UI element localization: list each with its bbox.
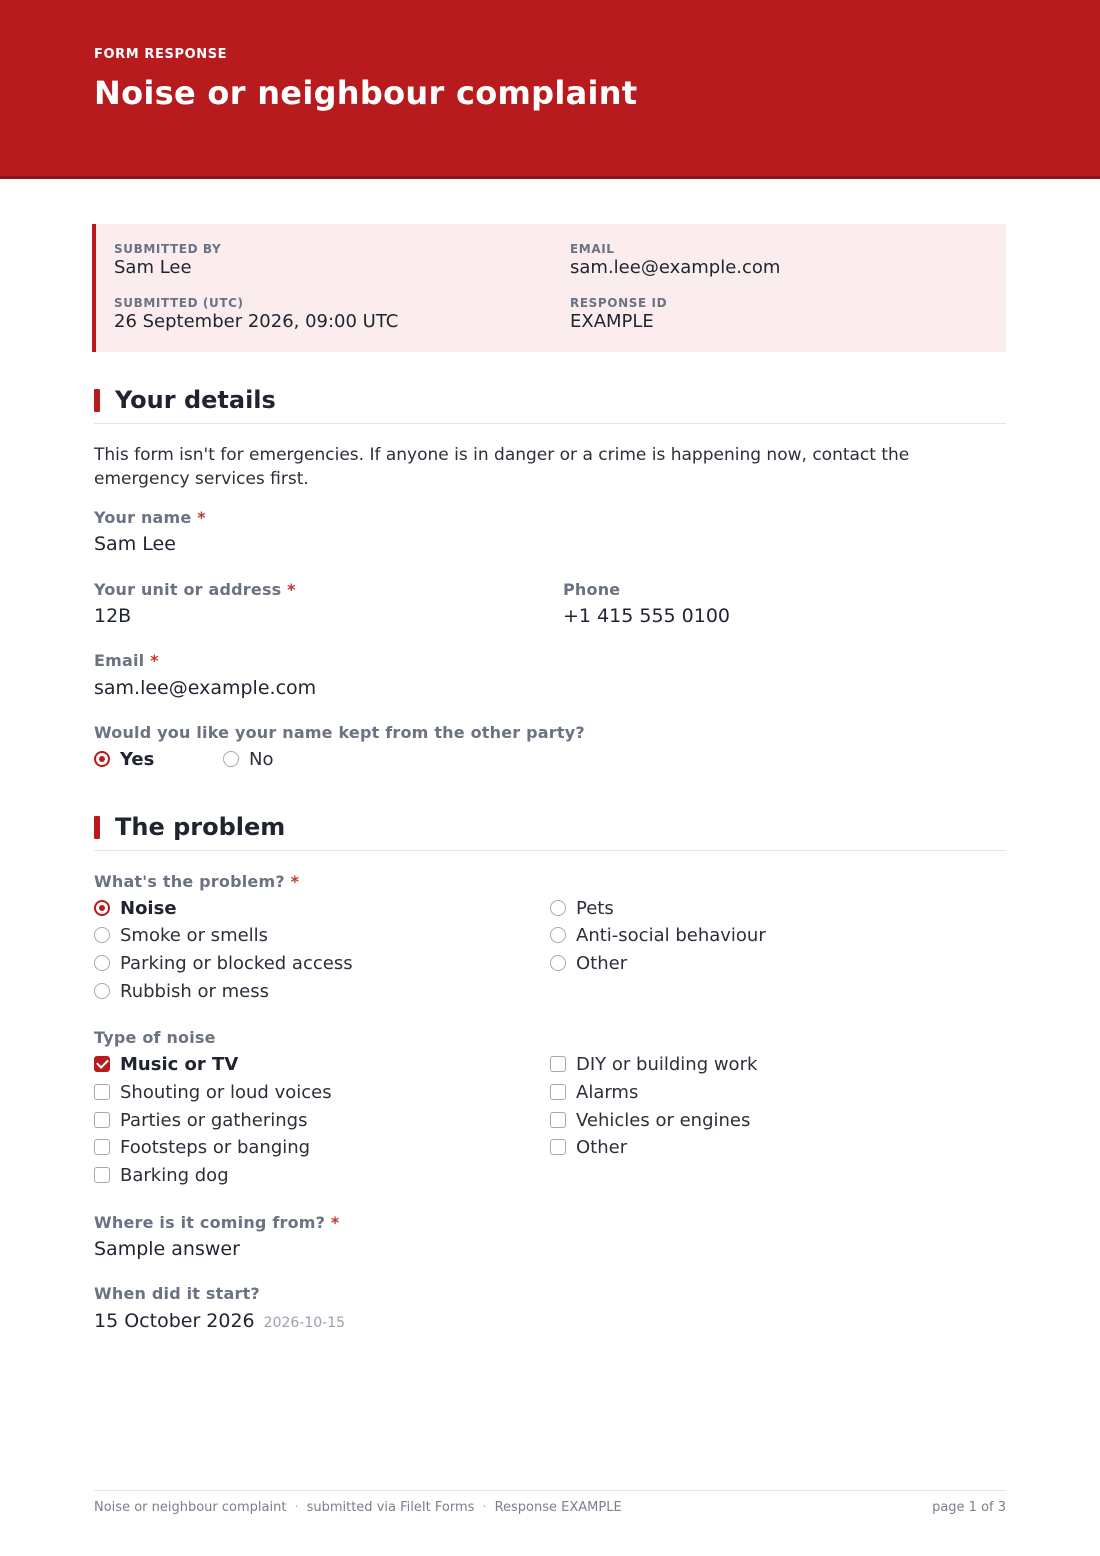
question-label: Your unit or address: [94, 580, 282, 599]
noise-type-other: [550, 1136, 627, 1158]
radio-empty-icon: [94, 983, 110, 999]
anonymity-question: [94, 723, 585, 742]
noise-type-vehicles: [550, 1109, 750, 1131]
source-question: [94, 1213, 340, 1232]
option-label: Smoke or smells: [120, 924, 269, 946]
option-label: DIY or building work: [576, 1053, 758, 1075]
checkbox-empty-icon: [550, 1139, 566, 1155]
option-label: Alarms: [576, 1081, 639, 1103]
question-label: Phone: [563, 580, 621, 599]
section-the-problem: [94, 812, 1006, 851]
form-response-kicker: FORM RESPONSE: [94, 47, 228, 62]
phone-question: [563, 580, 620, 599]
radio-empty-icon: [550, 927, 566, 943]
option-label: Barking dog: [120, 1164, 229, 1186]
section-accent-bar: [94, 816, 100, 839]
question-label: When did it start?: [94, 1284, 260, 1303]
checkbox-checked-icon: [94, 1056, 110, 1072]
radio-empty-icon: [94, 927, 110, 943]
response-id-label: RESPONSE ID: [570, 296, 668, 310]
section-your-details: [94, 385, 1006, 424]
start-date-question: [94, 1284, 260, 1303]
problem-option-parking: [94, 952, 353, 974]
start-date-value: 15 October 2026: [94, 1310, 255, 1332]
noise-type-parties: [94, 1109, 307, 1131]
section-title: Your details: [115, 386, 276, 414]
page-number: page 1 of 3: [932, 1500, 1006, 1515]
submitted-utc-value: 26 September 2026, 09:00 UTC: [114, 311, 399, 332]
response-id-value: EXAMPLE: [570, 311, 654, 332]
phone-answer: +1 415 555 0100: [563, 605, 731, 627]
option-label: Parking or blocked access: [120, 952, 353, 974]
noise-type-barking-dog: [94, 1164, 229, 1186]
footer-response: Response EXAMPLE: [494, 1500, 622, 1515]
noise-type-footsteps: [94, 1136, 310, 1158]
footer-via: submitted via FileIt Forms: [306, 1500, 475, 1515]
question-label: Would you like your name kept from the other party?: [94, 723, 585, 742]
source-answer: Sample answer: [94, 1238, 240, 1260]
submitted-utc: [114, 296, 398, 332]
required-mark: *: [330, 1213, 340, 1232]
option-label: Vehicles or engines: [576, 1109, 751, 1131]
anon-option-no: [223, 748, 273, 770]
question-label: What's the problem?: [94, 872, 285, 891]
required-mark: *: [197, 508, 206, 527]
radio-empty-icon: [94, 955, 110, 971]
submitted-utc-label: SUBMITTED (UTC): [114, 296, 244, 310]
emergency-notice: This form isn't for emergencies. If anyone is in danger or a crime is happening now, contact the emergency services first.: [94, 445, 910, 489]
footer-separator: ·: [294, 1500, 299, 1515]
anon-option-yes: [94, 748, 154, 770]
radio-empty-icon: [550, 955, 566, 971]
noise-type-music-tv: [94, 1053, 238, 1075]
section-accent-bar: [94, 389, 100, 412]
option-label: Anti-social behaviour: [576, 924, 766, 946]
your-name-answer: Sam Lee: [94, 533, 176, 555]
start-date-answer: [94, 1310, 345, 1332]
submission-meta-box: [92, 224, 1006, 352]
your-name-question: [94, 508, 206, 527]
question-label: Type of noise: [94, 1028, 216, 1047]
problem-option-rubbish: [94, 980, 269, 1002]
option-label: Rubbish or mess: [120, 980, 269, 1002]
email-answer: sam.lee@example.com: [94, 677, 317, 699]
required-mark: *: [150, 651, 159, 670]
required-mark: *: [290, 872, 300, 891]
problem-option-noise: [94, 897, 177, 919]
problem-option-other: [550, 952, 627, 974]
section-title: The problem: [115, 813, 286, 841]
header-banner: [0, 0, 1100, 179]
checkbox-empty-icon: [550, 1084, 566, 1100]
checkbox-empty-icon: [550, 1112, 566, 1128]
noise-type-shouting: [94, 1081, 332, 1103]
footer-form-name: Noise or neighbour complaint: [94, 1500, 287, 1515]
checkbox-empty-icon: [94, 1139, 110, 1155]
problem-question: [94, 872, 299, 891]
start-date-iso: 2026-10-15: [263, 1315, 346, 1331]
meta-email: [570, 242, 780, 278]
question-label: Email: [94, 651, 145, 670]
option-label: Music or TV: [120, 1053, 239, 1075]
page-footer: [94, 1490, 1006, 1520]
radio-empty-icon: [550, 900, 566, 916]
checkbox-empty-icon: [550, 1056, 566, 1072]
problem-option-smoke: [94, 924, 268, 946]
checkbox-empty-icon: [94, 1167, 110, 1183]
option-label: Shouting or loud voices: [120, 1081, 332, 1103]
problem-option-antisocial: [550, 924, 766, 946]
option-label: Parties or gatherings: [120, 1109, 308, 1131]
radio-selected-icon: [94, 751, 110, 767]
meta-email-value: sam.lee@example.com: [570, 257, 781, 278]
submitted-by-value: Sam Lee: [114, 257, 192, 278]
checkbox-empty-icon: [94, 1112, 110, 1128]
question-label: Your name: [94, 508, 192, 527]
noise-type-question: [94, 1028, 216, 1047]
option-label: Other: [576, 1136, 628, 1158]
unit-address-answer: 12B: [94, 605, 132, 627]
question-label: Where is it coming from?: [94, 1213, 326, 1232]
submitted-by: [114, 242, 221, 278]
option-label: Other: [576, 952, 628, 974]
required-mark: *: [287, 580, 296, 599]
radio-selected-icon: [94, 900, 110, 916]
page-title: Noise or neighbour complaint: [94, 74, 638, 112]
submitted-by-label: SUBMITTED BY: [114, 242, 222, 256]
option-label: No: [249, 748, 274, 770]
checkbox-empty-icon: [94, 1084, 110, 1100]
noise-type-diy: [550, 1053, 757, 1075]
unit-address-question: [94, 580, 296, 599]
radio-empty-icon: [223, 751, 239, 767]
response-id: [570, 296, 667, 332]
option-label: Yes: [120, 748, 155, 770]
footer-separator: ·: [482, 1500, 487, 1515]
problem-option-pets: [550, 897, 614, 919]
email-question: [94, 651, 159, 670]
option-label: Footsteps or banging: [120, 1136, 311, 1158]
option-label: Noise: [120, 897, 177, 919]
meta-email-label: EMAIL: [570, 242, 615, 256]
footer-info: [94, 1500, 622, 1515]
option-label: Pets: [576, 897, 614, 919]
noise-type-alarms: [550, 1081, 638, 1103]
